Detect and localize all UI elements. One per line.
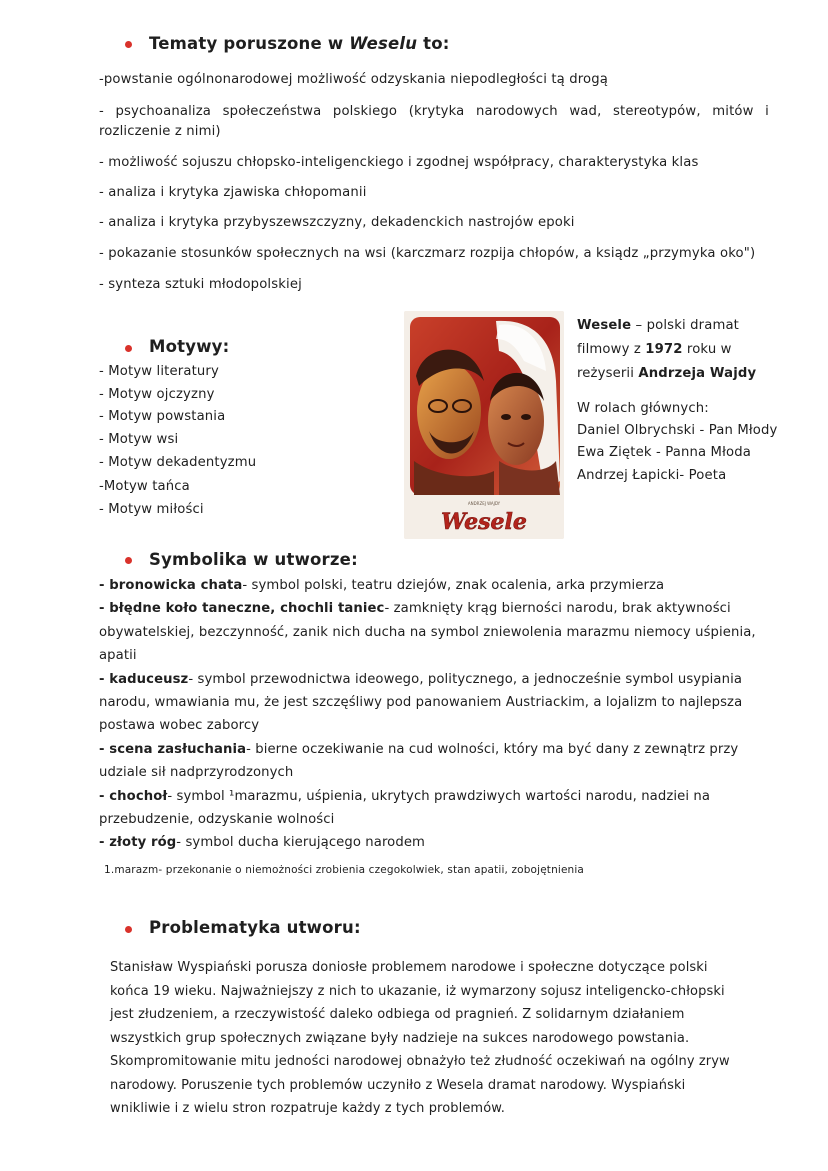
- paragraph-line: narodowy. Poruszenie tych problemów uczyniło z Wesela dramat narodowy. Wyspiański: [110, 1077, 686, 1093]
- theme-item: - analiza i krytyka zjawiska chłopomanii: [99, 185, 367, 200]
- symbol-term: - złoty róg: [99, 835, 177, 851]
- symbol-list: [99, 574, 769, 855]
- symbol-desc: - zamknięty krąg bierności narodu, brak aktywności obywatelskiej, bezczynność, zanik nich ducha na symbol zniewolenia marazmu niemocy uśpienia, apatii: [99, 601, 756, 664]
- theme-item: - analiza i krytyka przybyszewszczyzny, dekadenckich nastrojów epoki: [99, 215, 575, 230]
- cast-header: W rolach głównych:: [577, 401, 709, 416]
- symbol-item: [99, 831, 769, 854]
- motif-item: - Motyw dekadentyzmu: [99, 455, 257, 470]
- film-director-prefix: reżyserii: [577, 366, 639, 381]
- paragraph-line: wnikliwie i z wielu stron rozpatruje każdy z tych problemów.: [110, 1101, 506, 1116]
- theme-item: - psychoanaliza społeczeństwa polskiego (krytyka narodowych wad, stereotypów, mitów i rozliczenie z nimi): [99, 104, 769, 139]
- film-director: Andrzeja Wajdy: [638, 366, 757, 381]
- paragraph-line: końca 19 wieku. Najważniejszy z nich to ukazanie, iż wymarzony sojusz inteligencko-chłopski: [110, 983, 725, 999]
- paragraph-line: Stanisław Wyspiański porusza doniosłe problemem narodowe i społeczne dotyczące polski: [110, 960, 708, 975]
- symbol-desc: - bierne oczekiwanie na cud wolności, który ma być dany z zewnątrz przy udziale sił nadprzyrodzonych: [99, 741, 739, 781]
- paragraph-line: jest złudzeniem, a rzeczywistość daleko odbiega od pragnień. Z solidarnym działaniem: [110, 1007, 685, 1022]
- footnote: 1.marazm- przekonanie o niemożności zrobienia czegokolwiek, stan apatii, zobojętnienia: [104, 864, 585, 876]
- symbol-term: - bronowicka chata: [99, 578, 243, 593]
- section-heading-symbolism: Symbolika w utworze:: [149, 550, 358, 569]
- symbol-term: - błędne koło taneczne, chochli taniec: [99, 601, 385, 617]
- symbol-term: - scena zasłuchania: [99, 741, 247, 757]
- film-title-rest: – polski dramat: [631, 318, 740, 333]
- heading-text: Tematy poruszone w: [149, 34, 350, 53]
- section-heading-motifs: Motywy:: [149, 337, 230, 356]
- symbol-item: [99, 574, 769, 597]
- motif-item: - Motyw miłości: [99, 502, 204, 517]
- poster-illustration: [404, 311, 564, 539]
- symbol-item: [99, 785, 769, 832]
- motif-item: - Motyw literatury: [99, 364, 219, 379]
- cast-item: Daniel Olbrychski - Pan Młody: [577, 423, 778, 438]
- symbol-desc: - symbol polski, teatru dziejów, znak ocalenia, arka przymierza: [242, 578, 665, 593]
- film-director-line: [577, 365, 756, 383]
- film-title: Wesele: [577, 318, 632, 333]
- paragraph-line: wszystkich grup społecznych związane były nadzieje na sukces narodowego powstania.: [110, 1030, 690, 1046]
- film-year-line: [577, 341, 732, 359]
- symbol-item: [99, 668, 769, 738]
- theme-item: - możliwość sojuszu chłopsko-inteligenckiego i zgodnej współpracy, charakterystyka klas: [99, 155, 699, 170]
- section-heading-themes: [149, 34, 450, 53]
- symbol-desc: - symbol ducha kierującego narodem: [176, 835, 425, 851]
- bullet-icon: [125, 557, 132, 564]
- bullet-icon: [125, 41, 132, 48]
- symbol-desc: - symbol przewodnictwa ideowego, politycznego, a jednocześnie symbol usypiania narodu, wmawiania mu, że jest szczęśliwy pod panowaniem Austriackim, a lojalizm to najlepsza postawa wobec zaborcy: [99, 671, 743, 734]
- symbol-desc: - symbol ¹marazmu, uśpienia, ukrytych prawdziwych wartości narodu, nadziei na przebudzenie, odzyskanie wolności: [99, 788, 711, 828]
- theme-item: - pokazanie stosunków społecznych na wsi (karczmarz rozpija chłopów, a ksiądz „przymyka oko"): [99, 246, 756, 261]
- film-year: 1972: [645, 342, 683, 357]
- paragraph-line: Skompromitowanie mitu jedności narodowej obnażyło też złudność oczekiwań na ogólny zryw: [110, 1054, 730, 1069]
- symbol-term: - kaduceusz: [99, 671, 189, 687]
- poster-small-text: ANDRZEJ WAJDY: [467, 501, 501, 506]
- film-title-line: [577, 317, 739, 335]
- heading-emphasis: Weselu: [349, 34, 418, 53]
- cast-item: Andrzej Łapicki- Poeta: [577, 468, 727, 483]
- symbol-term: - chochoł: [99, 788, 168, 804]
- theme-item: -powstanie ogólnonarodowej możliwość odzyskania niepodległości tą drogą: [99, 72, 609, 87]
- section-heading-problems: Problematyka utworu:: [149, 918, 361, 937]
- motif-item: -Motyw tańca: [99, 479, 190, 494]
- motif-item: - Motyw wsi: [99, 432, 179, 447]
- poster-title: Wesele: [441, 509, 527, 535]
- film-poster-image: [404, 311, 564, 539]
- theme-item: - synteza sztuki młodopolskiej: [99, 277, 302, 292]
- symbol-item: [99, 738, 769, 785]
- film-year-suffix: roku w: [682, 342, 732, 357]
- problems-paragraph: [110, 956, 760, 1121]
- cast-item: Ewa Ziętek - Panna Młoda: [577, 445, 751, 460]
- film-year-prefix: filmowy z: [577, 342, 646, 357]
- symbol-item: [99, 597, 769, 667]
- motif-item: - Motyw powstania: [99, 409, 226, 424]
- motif-item: - Motyw ojczyzny: [99, 387, 215, 402]
- bullet-icon: [125, 926, 132, 933]
- heading-text-suffix: to:: [417, 34, 450, 53]
- bullet-icon: [125, 345, 132, 352]
